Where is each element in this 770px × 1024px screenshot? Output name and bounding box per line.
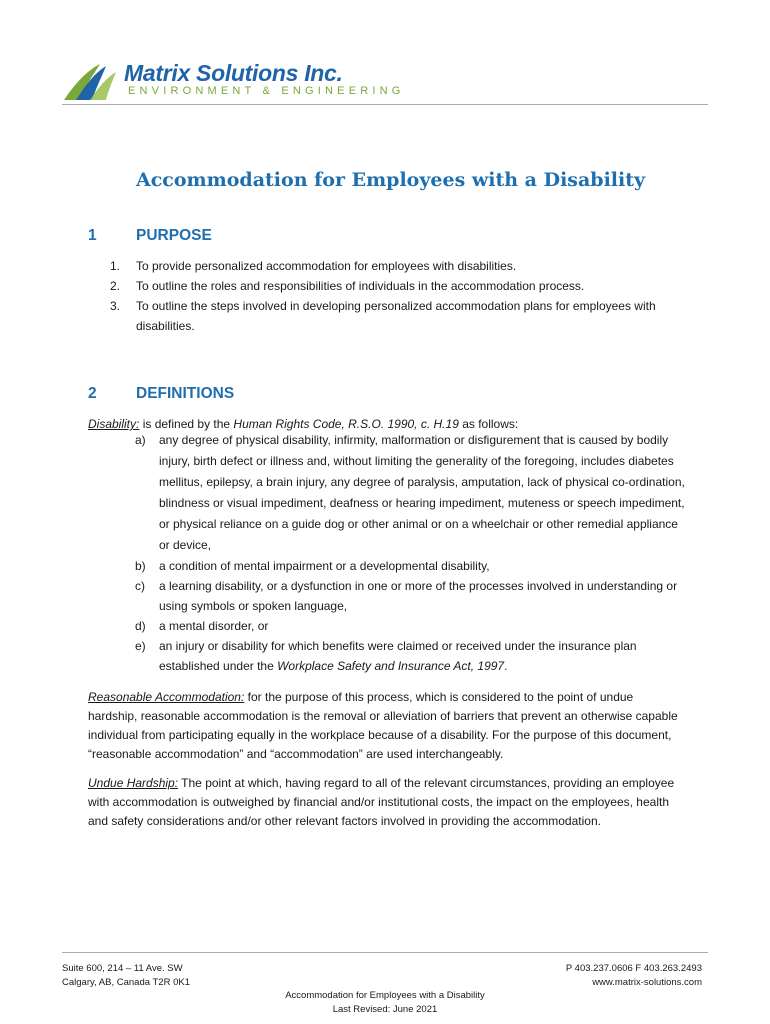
definition-text: as follows: (458, 417, 519, 431)
list-item (135, 576, 685, 616)
address-line: Suite 600, 214 – 11 Ave. SW (62, 963, 183, 974)
section-number: 1 (88, 227, 97, 244)
list-letter: d) (135, 619, 146, 633)
list-text-part: . (504, 659, 508, 673)
list-item (135, 636, 685, 676)
list-text: To outline the steps involved in developing personalized accommodation plans for employees with disabilities. (136, 299, 656, 333)
mountain-logo-icon (62, 60, 130, 102)
list-number: 3. (110, 299, 121, 313)
definition-text: is defined by the (139, 417, 234, 431)
list-item (135, 430, 685, 556)
list-item (110, 296, 690, 336)
company-logo (62, 58, 405, 102)
list-letter: e) (135, 639, 146, 653)
footer-document-info (0, 989, 770, 1017)
list-number: 1. (110, 259, 121, 273)
list-text: a learning disability, or a dysfunction in one or more of the processes involved in understanding or using symbols or spoken language, (159, 579, 678, 613)
list-text: a condition of mental impairment or a developmental disability, (159, 559, 490, 573)
definition-term: Reasonable Accommodation: (88, 690, 245, 704)
list-letter: a) (135, 433, 146, 447)
definition-reasonable-accommodation (88, 688, 684, 764)
list-text (159, 636, 685, 676)
definition-undue-hardship (88, 774, 684, 831)
definition-term: Disability: (88, 417, 140, 431)
list-text-part: an injury or disability for which benefits were claimed or received under the insurance plan established under the (159, 639, 637, 673)
document-title: Accommodation for Employees with a Disability (136, 169, 646, 191)
footer-divider (62, 952, 708, 953)
section-number: 2 (88, 385, 97, 402)
footer-contact (566, 962, 702, 990)
list-item (135, 556, 685, 576)
phone-fax: P 403.237.0606 F 403.263.2493 (565, 963, 702, 974)
definition-term: Undue Hardship: (88, 776, 179, 790)
section-title: DEFINITIONS (136, 385, 235, 402)
website-link[interactable]: www.matrix-solutions.com (592, 977, 702, 988)
section-heading-definitions (88, 385, 234, 403)
definition-text: for the purpose of this process, which is considered to the point of undue hardship, reasonable accommodation is the removal or alleviation of barriers that prevent an otherwise capable individual from participating equally in the workplace because of a disability. For the purpose of this document, “reasonable accommodation” and “accommodation” are used interchangeably. (88, 690, 678, 761)
section-heading-purpose (88, 227, 212, 245)
footer-address (62, 962, 190, 990)
company-tagline: ENVIRONMENT & ENGINEERING (128, 85, 405, 97)
list-item (110, 256, 690, 276)
list-text: a mental disorder, or (159, 619, 269, 633)
list-letter: b) (135, 559, 146, 573)
disability-criteria-list (135, 430, 685, 676)
list-number: 2. (110, 279, 121, 293)
list-letter: c) (135, 579, 145, 593)
footer-revised-date: Last Revised: June 2021 (332, 1004, 438, 1015)
list-text: any degree of physical disability, infirmity, malformation or disfigurement that is caused by bodily injury, birth defect or illness and, without limiting the generality of the foregoing, includes diabetes mellitus, epilepsy, a brain injury, any degree of paralysis, amputation, lack of physical co-ordination, blindness or visual impediment, deafness or hearing impediment, muteness or speech impediment, or physical reliance on a guide dog or other animal or on a wheelchair or other remedial appliance or device, (159, 433, 685, 552)
list-text: To provide personalized accommodation for employees with disabilities. (136, 259, 517, 273)
header-divider (62, 104, 708, 105)
list-item (135, 616, 685, 636)
purpose-list (110, 256, 690, 336)
list-text: To outline the roles and responsibilities of individuals in the accommodation process. (136, 279, 585, 293)
address-line: Calgary, AB, Canada T2R 0K1 (62, 977, 190, 988)
list-item (110, 276, 690, 296)
footer-doc-name: Accommodation for Employees with a Disability (285, 990, 485, 1001)
law-reference: Workplace Safety and Insurance Act, 1997 (277, 659, 505, 673)
section-title: PURPOSE (136, 227, 212, 244)
company-name: Matrix Solutions Inc. (124, 60, 343, 86)
law-reference: Human Rights Code, R.S.O. 1990, c. H.19 (233, 417, 459, 431)
definition-text: The point at which, having regard to all of the relevant circumstances, providing an employee with accommodation is outweighed by financial and/or institutional costs, the impact on the employees, health and safety considerations and/or other relevant factors involved in providing the accommodation. (88, 776, 675, 828)
